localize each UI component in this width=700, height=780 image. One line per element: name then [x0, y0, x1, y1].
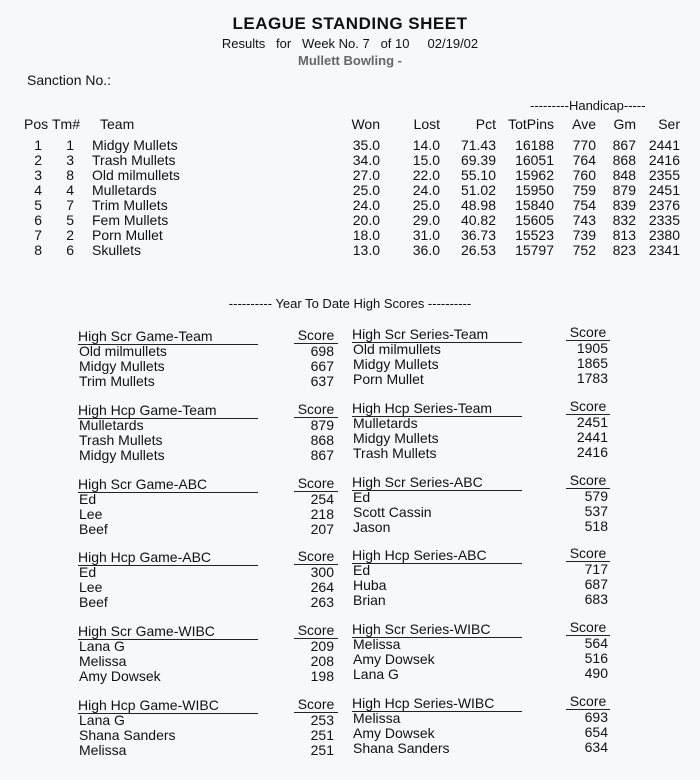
ytd-right-score: 490 [584, 665, 608, 681]
ytd-right-title: High Hcp Series-Team [352, 401, 522, 417]
standings-cell-ave: 759 [572, 182, 596, 198]
ytd-left-score: 208 [310, 653, 334, 669]
standings-cell-lost: 31.0 [412, 227, 440, 243]
ytd-left-name: Mulletards [79, 417, 144, 433]
standings-cell-totpins: 16188 [515, 137, 554, 153]
standings-cell-totpins: 15840 [515, 197, 554, 213]
standings-cell-pos: 5 [34, 197, 42, 213]
standings-cell-pos: 8 [34, 242, 42, 258]
standings-cell-ave: 754 [572, 197, 596, 213]
ytd-left-score: 264 [310, 579, 334, 595]
ytd-right-name: Midgy Mullets [353, 356, 439, 372]
ytd-right-title: High Scr Series-WIBC [352, 622, 522, 638]
standings-cell-tm: 5 [66, 212, 74, 228]
standings-cell-pct: 36.73 [460, 227, 496, 243]
ytd-left-score: 868 [310, 432, 334, 448]
standings-cell-gm: 879 [612, 182, 636, 198]
standings-cell-pct: 55.10 [460, 167, 496, 183]
ytd-left-title: High Hcp Game-Team [78, 403, 258, 419]
ytd-left-name: Lee [79, 506, 103, 522]
ytd-right-title: High Scr Series-Team [352, 327, 522, 343]
ytd-right-score: 634 [584, 739, 608, 755]
ytd-right-name: Melissa [353, 636, 401, 652]
ytd-right-name: Huba [353, 577, 387, 593]
standings-cell-tm: 3 [66, 152, 74, 168]
standings-cell-pos: 2 [34, 152, 42, 168]
ytd-left-name: Beef [79, 594, 108, 610]
ytd-left-score: 251 [310, 727, 334, 743]
standings-cell-ser: 2451 [648, 182, 680, 198]
standings-cell-totpins: 15950 [515, 182, 554, 198]
standings-cell-tm: 7 [66, 197, 74, 213]
ytd-right-title: High Hcp Series-WIBC [352, 696, 522, 712]
ytd-right-name: Ed [353, 489, 371, 505]
standings-cell-pct: 48.98 [460, 197, 496, 213]
standings-cell-pos: 1 [34, 137, 42, 153]
ytd-right-name: Shana Sanders [353, 740, 450, 756]
ytd-right-score: 516 [584, 650, 608, 666]
standings-cell-tm: 8 [66, 167, 74, 183]
ytd-left-name: Shana Sanders [79, 727, 176, 743]
col-tm: Tm# [52, 116, 80, 132]
ytd-left-name: Midgy Mullets [79, 358, 165, 374]
standings-cell-won: 13.0 [352, 242, 380, 258]
ytd-right-score: 579 [584, 488, 608, 504]
ytd-right-score: 1865 [576, 355, 608, 371]
ytd-left-title: High Scr Game-WIBC [78, 624, 258, 640]
standings-cell-team: Trash Mullets [92, 152, 176, 168]
standings-cell-tm: 2 [66, 227, 74, 243]
ytd-right-score: 654 [584, 724, 608, 740]
standings-cell-totpins: 15523 [515, 227, 554, 243]
standings-cell-lost: 15.0 [412, 152, 440, 168]
ytd-right-name: Amy Dowsek [353, 651, 435, 667]
standings-cell-ave: 752 [572, 242, 596, 258]
standings-cell-won: 24.0 [352, 197, 380, 213]
standings-cell-tm: 4 [66, 182, 74, 198]
standings-cell-ave: 764 [572, 152, 596, 168]
ytd-left-name: Melissa [79, 653, 127, 669]
standings-cell-tm: 6 [66, 242, 74, 258]
ytd-right-score: 537 [584, 503, 608, 519]
ytd-right-name: Melissa [353, 710, 401, 726]
ytd-left-score: 253 [310, 712, 334, 728]
standings-cell-won: 18.0 [352, 227, 380, 243]
ytd-right-score: 683 [584, 591, 608, 607]
col-won: Won [351, 116, 380, 132]
ytd-left-name: Midgy Mullets [79, 447, 165, 463]
ytd-right-score: 518 [584, 518, 608, 534]
standings-cell-lost: 22.0 [412, 167, 440, 183]
col-totpins: TotPins [508, 116, 554, 132]
standings-cell-tm: 1 [66, 137, 74, 153]
standings-cell-pct: 40.82 [460, 212, 496, 228]
ytd-left-score-header: Score [294, 402, 338, 418]
standings-cell-gm: 823 [612, 242, 636, 258]
col-pos: Pos [24, 116, 49, 132]
ytd-left-score-header: Score [294, 549, 338, 565]
standings-cell-won: 25.0 [352, 182, 380, 198]
ytd-right-name: Brian [353, 592, 386, 608]
ytd-right-score-header: Score [566, 473, 610, 489]
standings-cell-gm: 839 [612, 197, 636, 213]
standings-cell-team: Trim Mullets [92, 197, 168, 213]
standings-cell-ave: 743 [572, 212, 596, 228]
standings-cell-lost: 25.0 [412, 197, 440, 213]
ytd-right-score: 2416 [576, 444, 608, 460]
ytd-left-name: Trim Mullets [79, 373, 155, 389]
ytd-right-name: Lana G [353, 666, 399, 682]
col-team: Team [100, 116, 135, 132]
ytd-left-score-header: Score [294, 623, 338, 639]
standings-cell-pct: 69.39 [460, 152, 496, 168]
ytd-right-score-header: Score [566, 694, 610, 710]
ytd-left-score: 879 [310, 417, 334, 433]
ytd-right-score: 1783 [576, 370, 608, 386]
standings-cell-pos: 3 [34, 167, 42, 183]
standings-cell-lost: 14.0 [412, 137, 440, 153]
ytd-right-score: 717 [584, 561, 608, 577]
ytd-right-score: 693 [584, 709, 608, 725]
standings-cell-pos: 4 [34, 182, 42, 198]
standings-cell-lost: 36.0 [412, 242, 440, 258]
ytd-left-score: 198 [310, 668, 334, 684]
ytd-right-score: 687 [584, 576, 608, 592]
ytd-right-score-header: Score [566, 325, 610, 341]
ytd-left-name: Old milmullets [79, 343, 167, 359]
standings-cell-gm: 848 [612, 167, 636, 183]
standings-cell-pct: 51.02 [460, 182, 496, 198]
ytd-left-score: 263 [310, 594, 334, 610]
standings-cell-team: Fem Mullets [92, 212, 169, 228]
standings-cell-ave: 770 [572, 137, 596, 153]
standings-cell-pos: 6 [34, 212, 42, 228]
ytd-left-score: 867 [310, 447, 334, 463]
ytd-left-name: Ed [79, 491, 97, 507]
ytd-right-name: Trash Mullets [353, 445, 437, 461]
standings-cell-ser: 2355 [648, 167, 680, 183]
ytd-left-title: High Hcp Game-WIBC [78, 698, 258, 714]
ytd-left-score: 251 [310, 742, 334, 758]
ytd-left-score: 209 [310, 638, 334, 654]
ytd-right-title: High Scr Series-ABC [352, 475, 522, 491]
ytd-right-title: High Hcp Series-ABC [352, 548, 522, 564]
standings-cell-ave: 739 [572, 227, 596, 243]
standings-cell-lost: 29.0 [412, 212, 440, 228]
ytd-left-score: 300 [310, 564, 334, 580]
ytd-left-title: High Hcp Game-ABC [78, 550, 258, 566]
standings-cell-won: 34.0 [352, 152, 380, 168]
ytd-right-score-header: Score [566, 399, 610, 415]
standings-cell-gm: 813 [612, 227, 636, 243]
ytd-left-title: High Scr Game-ABC [78, 477, 258, 493]
col-pct: Pct [475, 116, 496, 132]
standings-cell-gm: 832 [612, 212, 636, 228]
sanction-label: Sanction No.: [27, 72, 112, 88]
standings-cell-ser: 2416 [648, 152, 680, 168]
col-ave: Ave [572, 116, 596, 132]
results-line: Results for Week No. 7 of 10 02/19/02 [221, 36, 479, 51]
ytd-left-name: Ed [79, 564, 97, 580]
standings-cell-lost: 24.0 [412, 182, 440, 198]
ytd-left-name: Beef [79, 521, 108, 537]
ytd-right-name: Amy Dowsek [353, 725, 435, 741]
standings-cell-pct: 71.43 [460, 137, 496, 153]
standings-cell-won: 35.0 [352, 137, 380, 153]
ytd-left-name: Lana G [79, 638, 125, 654]
standings-cell-won: 27.0 [352, 167, 380, 183]
ytd-left-score: 207 [310, 521, 334, 537]
ytd-right-name: Old milmullets [353, 341, 441, 357]
standings-cell-ser: 2376 [648, 197, 680, 213]
ytd-right-name: Midgy Mullets [353, 430, 439, 446]
standings-cell-ser: 2341 [648, 242, 680, 258]
ytd-left-score: 218 [310, 506, 334, 522]
ytd-left-name: Lana G [79, 712, 125, 728]
standings-cell-pos: 7 [34, 227, 42, 243]
standings-cell-team: Mulletards [92, 182, 157, 198]
col-ser: Ser [658, 116, 680, 132]
ytd-left-score-header: Score [294, 476, 338, 492]
standings-cell-totpins: 16051 [515, 152, 554, 168]
ytd-left-score: 698 [310, 343, 334, 359]
ytd-left-name: Trash Mullets [79, 432, 163, 448]
ytd-right-score-header: Score [566, 620, 610, 636]
standings-cell-ser: 2380 [648, 227, 680, 243]
col-lost: Lost [413, 116, 440, 132]
ytd-right-name: Scott Cassin [353, 504, 432, 520]
standings-cell-team: Skullets [92, 242, 142, 258]
ytd-right-score: 2441 [576, 429, 608, 445]
ytd-right-score: 564 [584, 635, 608, 651]
ytd-right-name: Porn Mullet [353, 371, 424, 387]
ytd-right-score: 1905 [576, 340, 608, 356]
col-gm: Gm [613, 116, 636, 132]
ytd-heading: ---------- Year To Date High Scores ---------- [228, 296, 472, 311]
ytd-left-score-header: Score [294, 328, 338, 344]
league-name: Mullett Bowling - [298, 53, 402, 68]
standings-cell-ser: 2441 [648, 137, 680, 153]
ytd-left-score: 254 [310, 491, 334, 507]
standings-cell-gm: 868 [612, 152, 636, 168]
ytd-left-name: Amy Dowsek [79, 668, 161, 684]
ytd-left-name: Melissa [79, 742, 127, 758]
ytd-left-score-header: Score [294, 697, 338, 713]
ytd-right-name: Jason [353, 519, 391, 535]
ytd-right-score-header: Score [566, 546, 610, 562]
standings-cell-ser: 2335 [648, 212, 680, 228]
standings-cell-pct: 26.53 [460, 242, 496, 258]
standings-cell-won: 20.0 [352, 212, 380, 228]
standings-cell-team: Old milmullets [92, 167, 180, 183]
standings-cell-totpins: 15797 [515, 242, 554, 258]
ytd-left-score: 667 [310, 358, 334, 374]
sheet-title: LEAGUE STANDING SHEET [232, 14, 468, 33]
standings-cell-ave: 760 [572, 167, 596, 183]
standings-cell-team: Porn Mullet [92, 227, 163, 243]
ytd-right-score: 2451 [576, 414, 608, 430]
ytd-right-name: Mulletards [353, 415, 418, 431]
ytd-left-title: High Scr Game-Team [78, 329, 258, 345]
standings-cell-totpins: 15962 [515, 167, 554, 183]
standings-cell-gm: 867 [612, 137, 636, 153]
standings-cell-totpins: 15605 [515, 212, 554, 228]
ytd-right-name: Ed [353, 562, 371, 578]
ytd-left-score: 637 [310, 373, 334, 389]
handicap-header: ---------Handicap----- [530, 98, 646, 113]
standings-cell-team: Midgy Mullets [92, 137, 178, 153]
ytd-left-name: Lee [79, 579, 103, 595]
